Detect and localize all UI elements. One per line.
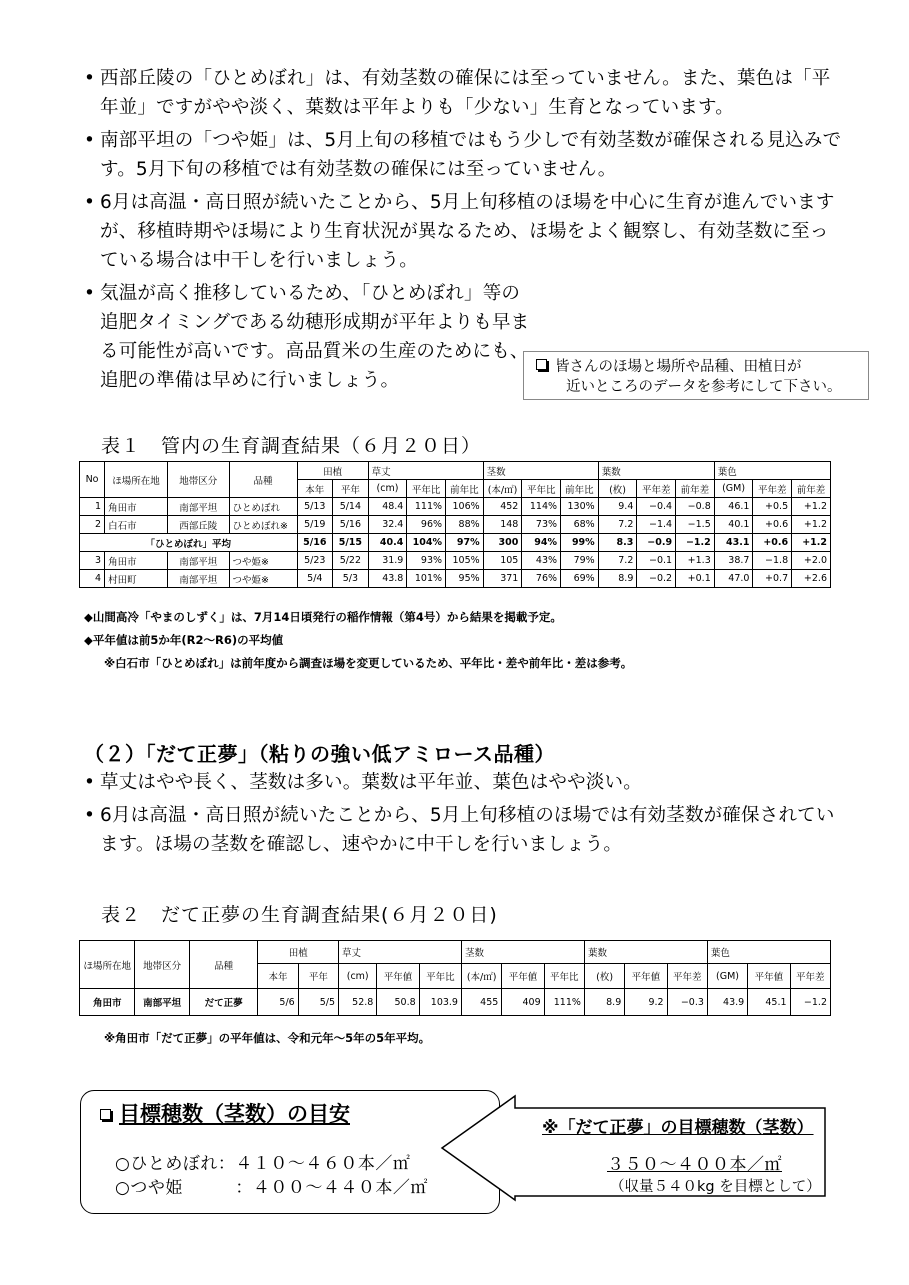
table1-footnote: ◆山間高冷「やまのしずく」は、7月14日頃発行の稲作情報（第4号）から結果を掲載予定。	[84, 610, 562, 624]
header-vs-avg: 平年比	[544, 964, 584, 989]
header-avg-value: 平年値	[625, 964, 667, 989]
bullet-mark: •	[84, 68, 96, 89]
header-location: ほ場所在地	[80, 941, 135, 989]
section-heading: （２）「だて正夢」（粘りの強い低アミロース品種）	[84, 742, 555, 766]
section2-bullets	[84, 768, 844, 863]
target-title: 目標穂数（茎数）の目安	[100, 1098, 350, 1128]
table2	[79, 940, 831, 1016]
reference-note-box: 皆さんのほ場と場所や品種、田植日が 近いところのデータを参考にして下さい。	[523, 351, 869, 400]
bullet-mark: •	[84, 805, 96, 826]
table-row: 角田市 南部平坦 だて正夢 5/6 5/5 52.8 50.8 103.9 455 409 111% 8.9 9.2 −0.3 43.9 45.1 −1.2	[80, 989, 831, 1016]
header-vs-prev: 前年比	[561, 480, 599, 498]
header-vs-avg: 平年差	[753, 480, 792, 498]
header-color: 葉色	[714, 462, 830, 480]
header-vs-avg: 平年比	[419, 964, 461, 989]
header-no: No	[80, 462, 105, 498]
header-avg-value: 平年値	[748, 964, 790, 989]
datete-target-note: （収量５４０kg を目標として）	[610, 1179, 821, 1195]
header-variety: 品種	[189, 941, 258, 989]
header-location: ほ場所在地	[105, 462, 168, 498]
bullet-mark: •	[84, 192, 96, 213]
header-avg-year: 平年	[333, 480, 369, 498]
bullet-mark: •	[84, 283, 96, 304]
bullet-item: • 草丈はやや長く、茎数は多い。葉数は平年並、葉色はやや淡い。	[84, 768, 844, 797]
table2-title: 表２ だて正夢の生育調査結果(６月２０日)	[101, 904, 498, 926]
table1	[79, 461, 831, 588]
header-this-year: 本年	[258, 964, 298, 989]
header-height: 草丈	[368, 462, 483, 480]
header-stems: 茎数	[461, 941, 584, 964]
intro-bullets	[84, 64, 844, 399]
header-zone: 地帯区分	[135, 941, 189, 989]
header-vs-prev: 前年比	[446, 480, 484, 498]
header-unit: (GM)	[714, 480, 753, 498]
table1-footnote: ※白石市「ひとめぼれ」は前年度から調査ほ場を変更しているため、平年比・差や前年比・差は参考。	[104, 656, 633, 670]
bullet-item: • 南部平坦の「つや姫」は、5月上旬の移植ではもう少しで有効茎数が確保される見込みです。5月下旬の移植では有効茎数の確保には至っていません。	[84, 126, 844, 184]
bullet-mark: •	[84, 130, 96, 151]
header-unit: (枚)	[598, 480, 637, 498]
header-unit: (cm)	[368, 480, 407, 498]
checkbox-icon	[536, 359, 547, 370]
header-avg-year: 平年	[298, 964, 338, 989]
header-leaves: 葉数	[584, 941, 707, 964]
header-unit: (本/㎡)	[461, 964, 501, 989]
table1-title: 表１ 管内の生育調査結果（６月２０日）	[101, 435, 482, 457]
table1-footnote: ◆平年値は前5か年(R2～R6)の平均値	[84, 633, 284, 647]
header-unit: (GM)	[707, 964, 747, 989]
header-unit: (枚)	[584, 964, 624, 989]
target-tsuyahime: ○つや姫 ：４００～４４０本／㎡	[115, 1178, 428, 1198]
checkbox-icon	[100, 1109, 111, 1120]
bullet-item: • 西部丘陵の「ひとめぼれ」は、有効茎数の確保には至っていません。また、葉色は「平年並」ですがやや淡く、葉数は平年よりも「少ない」生育となっています。	[84, 64, 844, 122]
table-row: 1 角田市 南部平坦 ひとめぼれ 5/13 5/14 48.4 111% 106% 452 114% 130% 9.4 −0.4 −0.8 46.1 +0.5 +1.2	[80, 498, 831, 516]
header-vs-prev: 前年差	[792, 480, 831, 498]
header-leaves: 葉数	[598, 462, 714, 480]
header-vs-prev: 前年差	[676, 480, 715, 498]
header-height: 草丈	[339, 941, 462, 964]
header-vs-avg: 平年差	[667, 964, 707, 989]
target-hitomebore: ○ひとめぼれ：４１０～４６０本／㎡	[115, 1154, 411, 1174]
header-vs-avg: 平年比	[407, 480, 446, 498]
table-row-average: 「ひとめぼれ」平均 5/16 5/15 40.4 104% 97% 300 94% 99% 8.3 −0.9 −1.2 43.1 +0.6 +1.2	[80, 534, 831, 552]
header-zone: 地帯区分	[167, 462, 229, 498]
table-row: 2 白石市 西部丘陵 ひとめぼれ※ 5/19 5/16 32.4 96% 88% 148 73% 68% 7.2 −1.4 −1.5 40.1 +0.6 +1.2	[80, 516, 831, 534]
table-row: 4 村田町 南部平坦 つや姫※ 5/4 5/3 43.8 101% 95% 371 76% 69% 8.9 −0.2 +0.1 47.0 +0.7 +2.6	[80, 570, 831, 588]
header-vs-avg: 平年比	[522, 480, 561, 498]
bullet-mark: •	[84, 772, 96, 793]
header-vs-avg: 平年差	[637, 480, 676, 498]
datete-target-value: ３５０～４００本／㎡	[607, 1155, 782, 1175]
header-avg-value: 平年値	[502, 964, 544, 989]
header-variety: 品種	[229, 462, 297, 498]
header-planting: 田植	[258, 941, 339, 964]
table-row: 3 角田市 南部平坦 つや姫※ 5/23 5/22 31.9 93% 105% 105 43% 79% 7.2 −0.1 +1.3 38.7 −1.8 +2.0	[80, 552, 831, 570]
table2-footnote: ※角田市「だて正夢」の平年値は、令和元年～5年の5年平均。	[104, 1031, 431, 1045]
bullet-item: • 気温が高く推移しているため、「ひとめぼれ」等の追肥タイミングである幼穂形成期が平年よりも早まる可能性が高いです。高品質米の生産のためにも、追肥の準備は早めに行いましょう。	[84, 279, 530, 395]
header-unit: (cm)	[339, 964, 377, 989]
bullet-item: • 6月は高温・高日照が続いたことから、5月上旬移植のほ場を中心に生育が進んでいますが、移植時期やほ場により生育状況が異なるため、ほ場をよく観察し、有効茎数に至っている場合は中干しを行いましょう。	[84, 188, 844, 275]
bullet-item: • 6月は高温・高日照が続いたことから、5月上旬移植のほ場では有効茎数が確保されています。ほ場の茎数を確認し、速やかに中干しを行いましょう。	[84, 801, 844, 859]
header-vs-avg: 平年差	[790, 964, 830, 989]
header-avg-value: 平年値	[377, 964, 419, 989]
header-this-year: 本年	[297, 480, 333, 498]
header-stems: 茎数	[483, 462, 598, 480]
header-planting: 田植	[297, 462, 368, 480]
datete-target-title: ※「だて正夢」の目標穂数（茎数）	[542, 1118, 814, 1138]
header-unit: (本/㎡)	[483, 480, 522, 498]
header-color: 葉色	[707, 941, 830, 964]
